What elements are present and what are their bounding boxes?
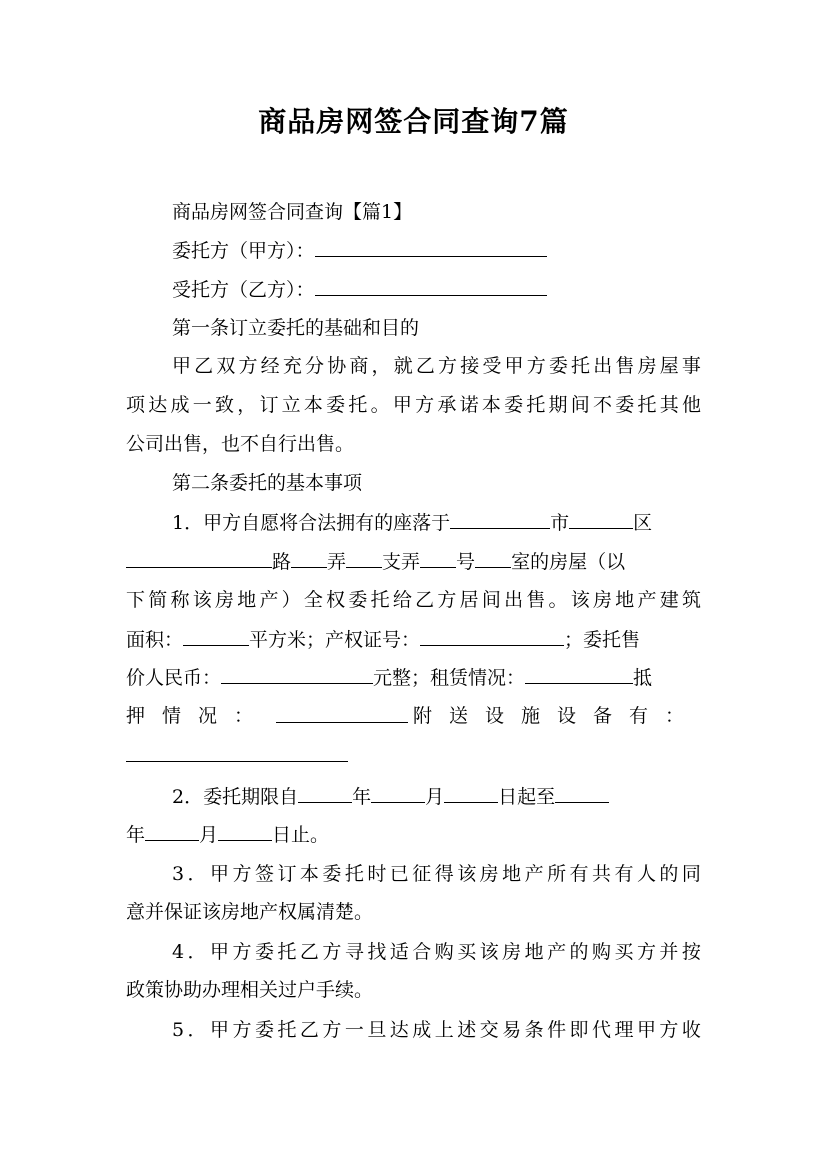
item2-line1 (172, 784, 701, 808)
blank-mortgage (276, 704, 408, 723)
item2-text-from: 2．委托期限自 (172, 786, 299, 808)
item2-text-month: 月 (425, 786, 445, 808)
principal-blank (315, 238, 547, 257)
item1-text-area: 面积： (126, 629, 184, 651)
item1-text-number: 号 (456, 551, 476, 573)
item1-text-lease: 元整；租赁情况： (373, 667, 526, 689)
blank-month-to (145, 822, 199, 841)
item4-line1: 4．甲方委托乙方寻找适合购买该房地产的购买方并按 (172, 941, 705, 963)
blank-year-from (298, 784, 352, 803)
item1-text-rmb: 价人民币： (126, 667, 222, 689)
blank-month-from (371, 784, 425, 803)
blank-area (183, 627, 249, 646)
item1-text-sublane: 支弄 (382, 551, 421, 573)
item2-line2 (126, 822, 701, 846)
item1-text-price-label: ；委托售 (564, 629, 641, 651)
blank-road (126, 549, 272, 568)
section-heading: 商品房网签合同查询【篇1】 (172, 201, 413, 223)
article1-line2: 项达成一致，订立本委托。甲方承诺本委托期间不委托其他 (126, 394, 705, 416)
item1-line2 (126, 549, 701, 573)
item2-text-year: 年 (352, 786, 372, 808)
agent-line (172, 277, 692, 301)
article1-line1: 甲乙双方经充分协商，就乙方接受甲方委托出售房屋事 (172, 355, 705, 377)
item4-line2: 政策协助办理相关过户手续。 (126, 979, 374, 1001)
item1-text-cert: 平方米；产权证号： (249, 629, 421, 651)
document-title: 商品房网签合同查询7篇 (258, 105, 569, 138)
blank-day-from (444, 784, 498, 803)
article1-title: 第一条订立委托的基础和目的 (172, 317, 420, 339)
article2-title: 第二条委托的基本事项 (172, 472, 363, 494)
item1-text-district: 区 (633, 512, 653, 534)
item3-line2: 意并保证该房地产权属清楚。 (126, 901, 374, 923)
blank-room (475, 549, 511, 568)
blank-cert (420, 627, 564, 646)
item1-text-room: 室的房屋（以 (511, 551, 626, 573)
item1-line5 (126, 665, 701, 689)
blank-location (450, 510, 550, 529)
article1-line3: 公司出售，也不自行出售。 (126, 433, 355, 455)
item3-line1: 3．甲方签订本委托时已征得该房地产所有共有人的同 (172, 863, 705, 885)
item1-text-mortgage-start: 抵 (633, 667, 653, 689)
agent-label: 受托方（乙方）： (172, 279, 315, 301)
principal-label: 委托方（甲方）： (172, 240, 315, 262)
item1-text-a: 1．甲方自愿将合法拥有的座落于 (172, 512, 451, 534)
item1-line4 (126, 627, 701, 651)
blank-facilities (126, 743, 348, 762)
item1-text-lane: 弄 (327, 551, 347, 573)
item2-text-day-to: 日止。 (272, 824, 330, 846)
blank-lease (525, 665, 633, 684)
principal-line (172, 238, 692, 262)
item1-line1 (172, 510, 701, 534)
blank-price (221, 665, 373, 684)
agent-blank (315, 277, 547, 296)
blank-year-to (555, 784, 609, 803)
item2-text-until: 日起至 (498, 786, 556, 808)
item1-line6 (126, 704, 701, 728)
blank-city (569, 510, 633, 529)
item1-line3: 下简称该房地产）全权委托给乙方居间出售。该房地产建筑 (126, 589, 705, 611)
item1-text-facilities: 附送设施设备有： (412, 705, 701, 727)
blank-lane (291, 549, 327, 568)
blank-day-to (218, 822, 272, 841)
blank-number (420, 549, 456, 568)
blank-sublane (346, 549, 382, 568)
item2-text-month-to: 月 (199, 824, 219, 846)
item2-text-year-to: 年 (126, 824, 146, 846)
item1-text-mortgage: 押情况： (126, 705, 271, 727)
item1-text-road: 路 (272, 551, 292, 573)
item5-line1: 5．甲方委托乙方一旦达成上述交易条件即代理甲方收 (172, 1019, 705, 1041)
item1-line7 (126, 743, 701, 767)
item1-text-city: 市 (550, 512, 570, 534)
